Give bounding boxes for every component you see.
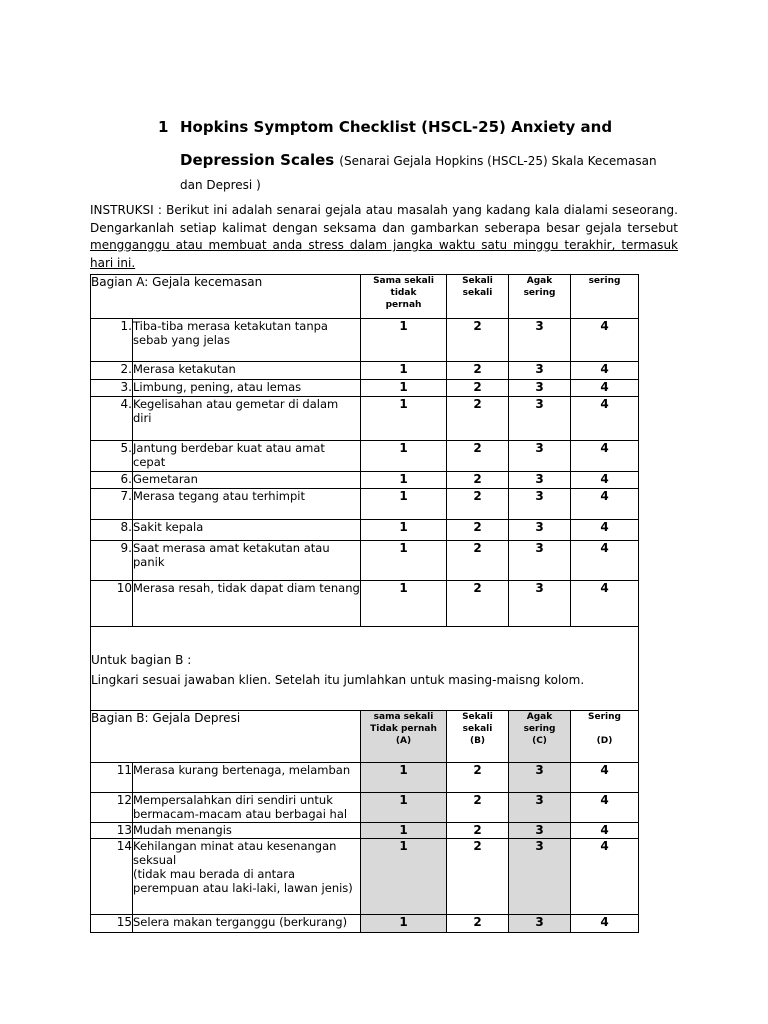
item-number: 9. xyxy=(91,541,133,581)
item-text: Gemetaran xyxy=(133,472,361,489)
column-header xyxy=(361,711,447,763)
score-option[interactable]: 1 xyxy=(361,397,447,441)
column-header xyxy=(509,275,571,319)
score-option[interactable]: 2 xyxy=(447,489,509,520)
column-header xyxy=(571,711,639,763)
column-header-line: Sering xyxy=(588,712,621,722)
item-text: Merasa ketakutan xyxy=(133,362,361,380)
item-number: 5. xyxy=(91,441,133,472)
column-header-line: pernah xyxy=(385,300,422,310)
column-header-line xyxy=(571,287,638,299)
score-option[interactable]: 3 xyxy=(509,763,571,793)
column-header-line: sering xyxy=(523,724,556,734)
column-header-line xyxy=(509,299,570,311)
score-option[interactable]: 2 xyxy=(447,763,509,793)
section-b-intro-title: Untuk bagian B : xyxy=(91,653,192,667)
item-number: 11 xyxy=(91,763,133,793)
section-a-header-row xyxy=(91,275,639,319)
heading-title-line3: dan Depresi ) xyxy=(180,178,261,192)
score-option[interactable]: 3 xyxy=(509,441,571,472)
item-text: Tiba-tiba merasa ketakutan tanpa sebab yang jelas xyxy=(133,319,361,362)
instruction-paragraph xyxy=(90,202,678,272)
score-option[interactable]: 4 xyxy=(571,397,639,441)
column-header-line xyxy=(447,299,508,311)
column-header xyxy=(447,711,509,763)
item-text: Kegelisahan atau gemetar di dalam diri xyxy=(133,397,361,441)
table-row xyxy=(91,489,639,520)
score-option[interactable]: 1 xyxy=(361,489,447,520)
score-option[interactable]: 1 xyxy=(361,839,447,915)
item-text: Mempersalahkan diri sendiri untuk bermacam-macam atau berbagai hal xyxy=(133,793,348,821)
column-header-line: Tidak pernah xyxy=(370,724,437,734)
score-option[interactable]: 4 xyxy=(571,520,639,541)
score-option[interactable]: 4 xyxy=(571,489,639,520)
table-row xyxy=(91,915,639,933)
table-row xyxy=(91,472,639,489)
item-number: 4. xyxy=(91,397,133,441)
column-header-line: sekali xyxy=(462,288,493,298)
score-option[interactable]: 2 xyxy=(447,915,509,933)
column-header-line: Sekali xyxy=(462,276,493,286)
score-option[interactable]: 4 xyxy=(571,823,639,839)
table-row xyxy=(91,441,639,472)
section-b-intro-row xyxy=(91,627,639,711)
score-option[interactable]: 2 xyxy=(447,441,509,472)
column-header-line: sering xyxy=(588,276,621,286)
item-number: 10 xyxy=(91,581,133,627)
item-text: Merasa tegang atau terhimpit xyxy=(133,489,361,520)
column-header xyxy=(447,275,509,319)
score-option[interactable]: 2 xyxy=(447,839,509,915)
column-header xyxy=(361,275,447,319)
score-option[interactable]: 2 xyxy=(447,397,509,441)
section-b-header-row xyxy=(91,711,639,763)
score-option[interactable]: 1 xyxy=(361,823,447,839)
item-number: 13 xyxy=(91,823,133,839)
item-number: 2. xyxy=(91,362,133,380)
column-header-line: (C) xyxy=(532,736,547,746)
score-option[interactable]: 3 xyxy=(509,915,571,933)
section-a-label: Bagian A: Gejala kecemasan xyxy=(91,275,361,319)
heading-subtitle: (Senarai Gejala Hopkins (HSCL-25) Skala Kecemasan xyxy=(339,154,657,168)
item-text-cell xyxy=(133,793,361,823)
item-note: (tidak mau berada di antara perempuan atau laki-laki, lawan jenis) xyxy=(133,867,353,895)
table-row xyxy=(91,823,639,839)
table-row xyxy=(91,362,639,380)
item-text: Merasa kurang bertenaga, melamban xyxy=(133,763,351,777)
score-option[interactable]: 4 xyxy=(571,362,639,380)
score-option[interactable]: 4 xyxy=(571,541,639,581)
column-header-line: sekali xyxy=(462,724,493,734)
column-header-line: Agak xyxy=(526,712,553,722)
score-option[interactable]: 1 xyxy=(361,441,447,472)
score-option[interactable]: 3 xyxy=(509,541,571,581)
score-option[interactable]: 3 xyxy=(509,380,571,397)
score-option[interactable]: 1 xyxy=(361,581,447,627)
section-b-label: Bagian B: Gejala Depresi xyxy=(91,711,361,763)
score-option[interactable]: 4 xyxy=(571,441,639,472)
score-option[interactable]: 3 xyxy=(509,397,571,441)
item-text: Limbung, pening, atau lemas xyxy=(133,380,361,397)
item-text: Saat merasa amat ketakutan atau panik xyxy=(133,541,361,581)
score-option[interactable]: 3 xyxy=(509,362,571,380)
item-number: 12 xyxy=(91,793,133,823)
item-text: Kehilangan minat atau kesenangan seksual xyxy=(133,839,337,867)
score-option[interactable]: 4 xyxy=(571,380,639,397)
item-number: 6. xyxy=(91,472,133,489)
score-option[interactable]: 3 xyxy=(509,319,571,362)
score-option[interactable]: 1 xyxy=(361,541,447,581)
column-header xyxy=(571,275,639,319)
column-header xyxy=(509,711,571,763)
section-b-intro-instruction: Lingkari sesuai jawaban klien. Setelah itu jumlahkan untuk masing-maisng kolom. xyxy=(91,673,585,687)
score-option[interactable]: 2 xyxy=(447,472,509,489)
column-header-line: Sama sekali xyxy=(373,276,434,286)
table-row xyxy=(91,520,639,541)
heading-title-line1: Hopkins Symptom Checklist (HSCL-25) Anxiety and xyxy=(180,118,613,136)
item-number: 3. xyxy=(91,380,133,397)
heading-title-bold: Depression Scales xyxy=(180,151,335,169)
score-option[interactable]: 2 xyxy=(447,319,509,362)
score-option[interactable]: 3 xyxy=(509,839,571,915)
score-option[interactable]: 4 xyxy=(571,915,639,933)
item-text: Jantung berdebar kuat atau amat cepat xyxy=(133,441,361,472)
column-header-line: sering xyxy=(523,288,556,298)
score-option[interactable]: 3 xyxy=(509,520,571,541)
score-option[interactable]: 4 xyxy=(571,793,639,823)
table-row xyxy=(91,380,639,397)
item-text: Sakit kepala xyxy=(133,520,361,541)
section-number: 1 xyxy=(158,118,169,136)
score-option[interactable]: 2 xyxy=(447,380,509,397)
table-row xyxy=(91,839,639,915)
table-row xyxy=(91,541,639,581)
score-option[interactable]: 1 xyxy=(361,793,447,823)
score-option[interactable]: 1 xyxy=(361,319,447,362)
checklist-table xyxy=(90,274,639,933)
score-option[interactable]: 2 xyxy=(447,823,509,839)
score-option[interactable]: 4 xyxy=(571,472,639,489)
column-header-line: Agak xyxy=(526,276,553,286)
column-header-line xyxy=(571,299,638,311)
score-option[interactable]: 1 xyxy=(361,915,447,933)
table-row xyxy=(91,581,639,627)
score-option[interactable]: 1 xyxy=(361,520,447,541)
column-header-line: sama sekali xyxy=(373,712,434,722)
column-header-line: (A) xyxy=(395,736,412,746)
item-text-cell xyxy=(133,823,361,839)
score-option[interactable]: 1 xyxy=(361,362,447,380)
column-header-line xyxy=(571,723,638,735)
score-option[interactable]: 2 xyxy=(447,541,509,581)
item-text-cell xyxy=(133,839,361,915)
score-option[interactable]: 1 xyxy=(361,472,447,489)
table-row xyxy=(91,397,639,441)
score-option[interactable]: 2 xyxy=(447,520,509,541)
item-number: 8. xyxy=(91,520,133,541)
heading-title-line2 xyxy=(180,150,657,169)
section-b-intro xyxy=(91,627,639,711)
item-text: Merasa resah, tidak dapat diam tenang xyxy=(133,581,361,627)
score-option[interactable]: 1 xyxy=(361,380,447,397)
item-text-cell xyxy=(133,915,361,933)
table-row xyxy=(91,319,639,362)
score-option[interactable]: 3 xyxy=(509,793,571,823)
item-text-cell xyxy=(133,763,361,793)
score-option[interactable]: 3 xyxy=(509,823,571,839)
table-row xyxy=(91,763,639,793)
item-number: 15 xyxy=(91,915,133,933)
column-header-line: tidak xyxy=(390,288,417,298)
column-header-line: (B) xyxy=(469,736,486,746)
table-row xyxy=(91,793,639,823)
item-number: 1. xyxy=(91,319,133,362)
score-option[interactable]: 3 xyxy=(509,581,571,627)
instruction-lead: INSTRUKSI : Berikut ini adalah senarai gejala atau masalah yang kadang kala dialami seseorang. Dengarkanlah setiap kalimat dengan seksama dan gambarkan seberapa besar gejala tersebut xyxy=(90,203,678,235)
score-option[interactable]: 4 xyxy=(571,839,639,915)
score-option[interactable]: 1 xyxy=(361,763,447,793)
instruction-underlined: mengganggu atau membuat anda stress dalam jangka waktu satu minggu terakhir, termasuk hari ini. xyxy=(90,238,678,270)
score-option[interactable]: 4 xyxy=(571,581,639,627)
score-option[interactable]: 4 xyxy=(571,763,639,793)
item-text: Selera makan terganggu (berkurang) xyxy=(133,915,348,929)
score-option[interactable]: 3 xyxy=(509,472,571,489)
score-option[interactable]: 2 xyxy=(447,362,509,380)
score-option[interactable]: 2 xyxy=(447,793,509,823)
score-option[interactable]: 2 xyxy=(447,581,509,627)
item-number: 7. xyxy=(91,489,133,520)
item-number: 14 xyxy=(91,839,133,915)
column-header-line: Sekali xyxy=(462,712,493,722)
column-header-line: (D) xyxy=(596,736,613,746)
score-option[interactable]: 4 xyxy=(571,319,639,362)
item-text: Mudah menangis xyxy=(133,823,232,837)
score-option[interactable]: 3 xyxy=(509,489,571,520)
